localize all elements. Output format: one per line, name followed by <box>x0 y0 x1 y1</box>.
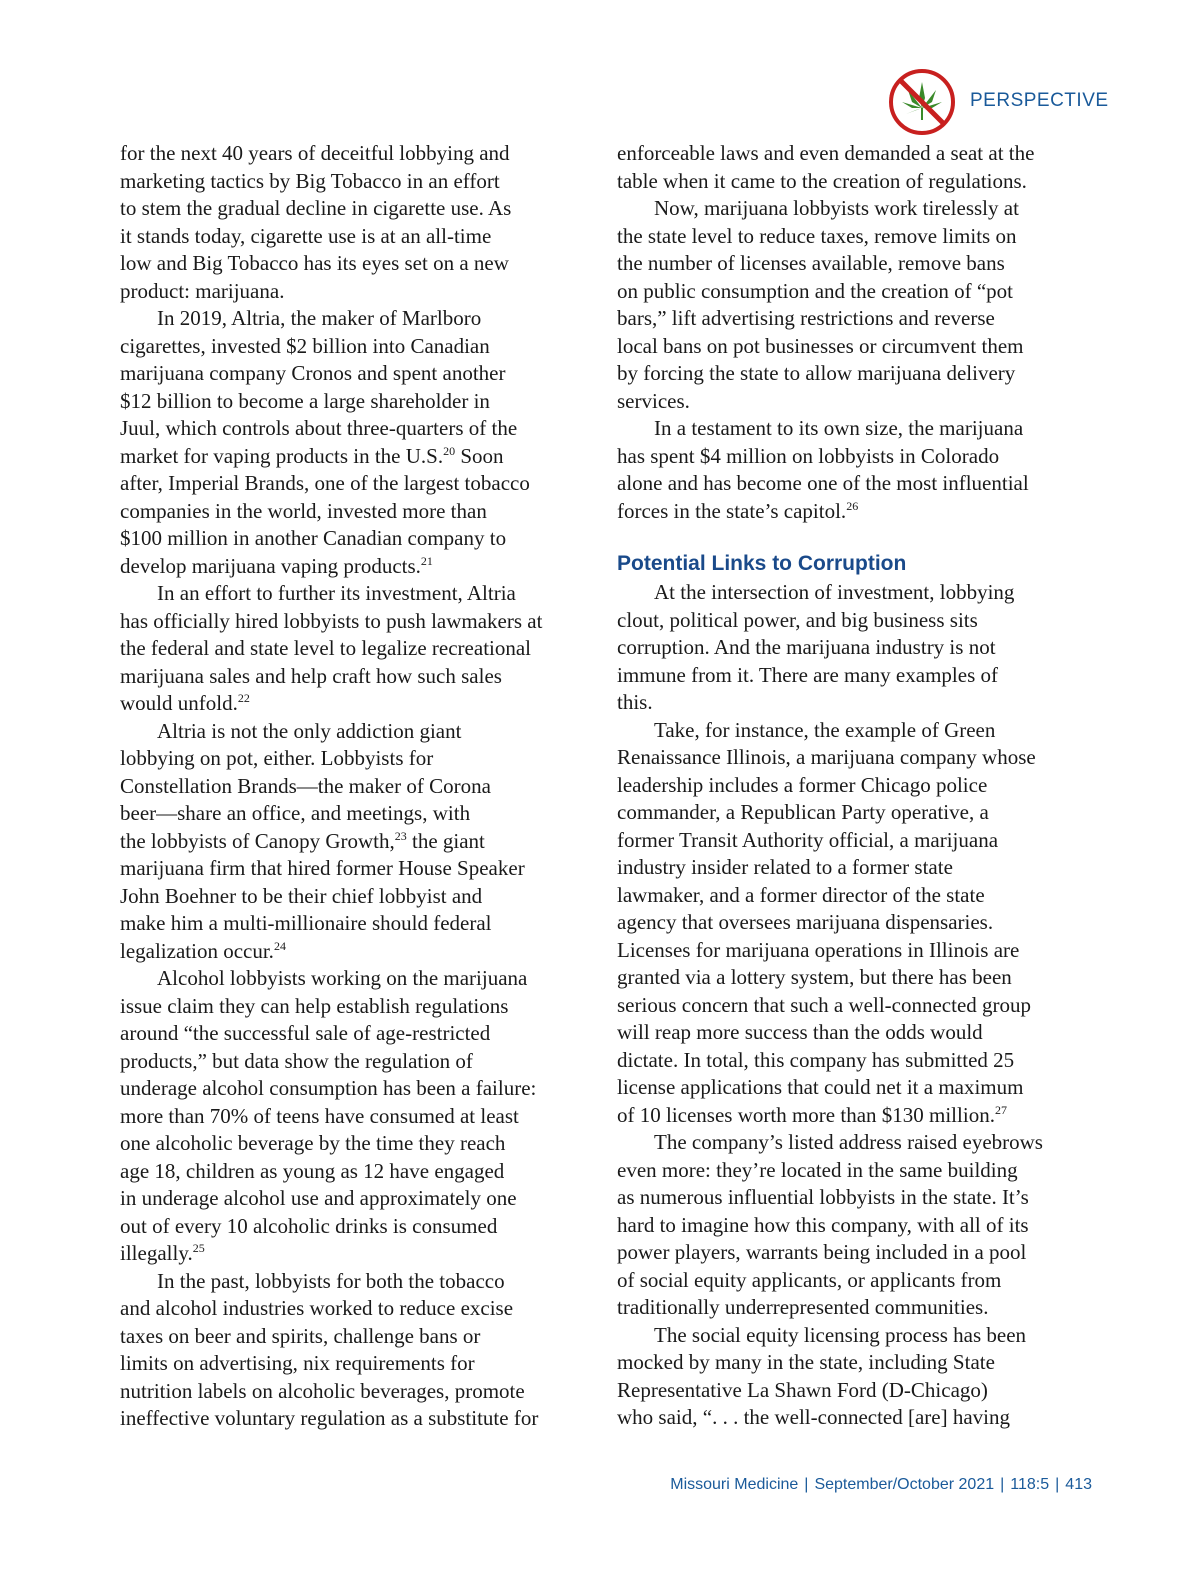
text-line: Constellation Brands—the maker of Corona <box>120 773 491 798</box>
text-line: marijuana company Cronos and spent another <box>120 361 506 385</box>
citation: 27 <box>994 1102 1007 1117</box>
text-line: $100 million in another Canadian company to <box>120 526 507 550</box>
text-line: $12 billion to become a large shareholder in <box>120 388 490 413</box>
text-span: market for vaping products in the U.S. <box>120 443 444 468</box>
citation: 24 <box>273 938 286 953</box>
footer-separator: | <box>1055 1476 1060 1493</box>
text-span: of 10 licenses worth more than $130 million. <box>617 1102 995 1127</box>
journal-name: Missouri Medicine <box>670 1476 799 1493</box>
text-span: Soon <box>455 443 504 468</box>
text-line: leadership includes a former Chicago police <box>617 772 988 797</box>
text-line <box>120 1240 570 1268</box>
text-line: serious concern that such a well-connected group <box>617 992 1032 1017</box>
text-line: who said, “. . . the well-connected [are] having <box>617 1405 1011 1429</box>
text-line: traditionally underrepresented communities. <box>617 1295 989 1319</box>
text-span: the lobbyists of Canopy Growth, <box>120 828 395 853</box>
text-line: nutrition labels on alcoholic beverages, promote <box>120 1378 525 1403</box>
citation: 25 <box>192 1241 205 1255</box>
text-line: mocked by many in the state, including State <box>617 1350 995 1374</box>
text-line: of social equity applicants, or applicants from <box>617 1267 1002 1292</box>
text-line: Take, for instance, the example of Green <box>654 717 996 742</box>
text-span: illegally. <box>120 1241 193 1265</box>
text-line: limits on advertising, nix requirements for <box>120 1351 475 1375</box>
text-line: commander, a Republican Party operative, a <box>617 800 989 824</box>
text-line: for the next 40 years of deceitful lobbying and <box>120 141 510 165</box>
text-line: corruption. And the marijuana industry is not <box>617 635 996 659</box>
text-line: hard to imagine how this company, with all of its <box>617 1212 1029 1237</box>
page-header <box>0 0 1200 140</box>
text-line: marijuana sales and help craft how such sales <box>120 663 502 688</box>
text-line: one alcoholic beverage by the time they reach <box>120 1131 506 1155</box>
citation: 22 <box>237 691 250 705</box>
issue-date: September/October 2021 <box>814 1476 995 1493</box>
text-line: it stands today, cigarette use is at an all-time <box>120 223 492 248</box>
right-column <box>617 140 1067 1432</box>
text-line: John Boehner to be their chief lobbyist and <box>120 883 483 908</box>
text-line <box>120 690 570 718</box>
text-line: around “the successful sale of age-restricted <box>120 1021 491 1045</box>
text-line: table when it came to the creation of regulations. <box>617 168 1027 193</box>
text-line: Representative La Shawn Ford (D-Chicago) <box>617 1377 988 1402</box>
text-line: In the past, lobbyists for both the tobacco <box>157 1268 505 1293</box>
page-number: 413 <box>1065 1476 1092 1493</box>
text-line: In an effort to further its investment, Altria <box>157 581 516 605</box>
text-line <box>617 1102 1067 1130</box>
text-line: In a testament to its own size, the marijuana <box>654 416 1024 440</box>
text-line: the state level to reduce taxes, remove limits on <box>617 223 1017 248</box>
text-line: low and Big Tobacco has its eyes set on a new <box>120 251 509 275</box>
text-span: forces in the state’s capitol. <box>617 498 847 523</box>
text-line: dictate. In total, this company has submitted 25 <box>617 1047 1015 1072</box>
text-line: make him a multi-millionaire should federal <box>120 911 492 935</box>
text-line <box>120 828 570 856</box>
text-line: industry insider related to a former state <box>617 855 953 879</box>
text-span: the giant <box>406 828 485 853</box>
text-line: In 2019, Altria, the maker of Marlboro <box>157 306 482 330</box>
text-line: power players, warrants being included in a pool <box>617 1240 1027 1264</box>
text-line: has officially hired lobbyists to push lawmakers at <box>120 608 543 633</box>
paragraph <box>617 717 1067 1130</box>
text-line: lobbying on pot, either. Lobbyists for <box>120 746 434 770</box>
citation: 23 <box>394 828 407 843</box>
text-line: license applications that could net it a maximum <box>617 1075 1024 1099</box>
paragraph <box>120 718 570 966</box>
text-line: even more: they’re located in the same building <box>617 1157 1018 1182</box>
page-footer <box>670 1476 1092 1494</box>
text-line: local bans on pot businesses or circumvent them <box>617 333 1024 358</box>
text-line: product: marijuana. <box>120 278 285 303</box>
text-line: out of every 10 alcoholic drinks is consumed <box>120 1213 498 1238</box>
left-column <box>120 140 570 1433</box>
volume-issue: 118:5 <box>1010 1476 1050 1493</box>
text-span: develop marijuana vaping products. <box>120 553 421 578</box>
paragraph <box>617 140 1067 195</box>
text-line: more than 70% of teens have consumed at least <box>120 1103 519 1128</box>
text-line: this. <box>617 690 653 714</box>
text-line: issue claim they can help establish regulations <box>120 993 509 1018</box>
text-line: taxes on beer and spirits, challenge bans or <box>120 1323 481 1348</box>
text-line: bars,” lift advertising restrictions and reverse <box>617 306 995 330</box>
text-line: marijuana firm that hired former House Speaker <box>120 856 525 880</box>
text-line: alone and has become one of the most influential <box>617 471 1029 495</box>
text-line: beer—share an office, and meetings, with <box>120 801 471 825</box>
text-line: Juul, which controls about three-quarters of the <box>120 416 518 440</box>
text-span: would unfold. <box>120 691 238 715</box>
footer-separator: | <box>1000 1476 1005 1493</box>
footer-separator: | <box>804 1476 809 1493</box>
text-line: cigarettes, invested $2 billion into Canadian <box>120 333 490 358</box>
citation: 26 <box>846 498 859 513</box>
text-line: lawmaker, and a former director of the state <box>617 882 985 907</box>
text-line: The company’s listed address raised eyebrows <box>654 1130 1043 1154</box>
text-line: has spent $4 million on lobbyists in Colorado <box>617 443 1000 468</box>
no-marijuana-icon <box>888 68 956 136</box>
text-line: after, Imperial Brands, one of the largest tobacco <box>120 471 530 495</box>
text-line: At the intersection of investment, lobbying <box>654 580 1015 604</box>
text-line: will reap more success than the odds would <box>617 1020 983 1044</box>
paragraph <box>120 965 570 1268</box>
text-line: marketing tactics by Big Tobacco in an effort <box>120 168 500 193</box>
text-line <box>617 498 1067 526</box>
text-line: and alcohol industries worked to reduce excise <box>120 1296 514 1320</box>
text-line: services. <box>617 388 690 413</box>
text-line: Alcohol lobbyists working on the marijuana <box>157 966 528 990</box>
text-line: Renaissance Illinois, a marijuana company whose <box>617 745 1036 769</box>
section-label: PERSPECTIVE <box>970 90 1109 111</box>
text-line <box>120 443 570 471</box>
paragraph <box>617 415 1067 525</box>
text-line: age 18, children as young as 12 have engaged <box>120 1158 505 1183</box>
text-line: the number of licenses available, remove bans <box>617 251 1005 275</box>
text-line: companies in the world, invested more than <box>120 498 487 523</box>
text-line: products,” but data show the regulation of <box>120 1048 473 1073</box>
text-span: legalization occur. <box>120 938 274 963</box>
paragraph <box>617 195 1067 415</box>
citation: 21 <box>420 553 433 568</box>
text-line: granted via a lottery system, but there has been <box>617 965 1012 989</box>
text-line: Now, marijuana lobbyists work tirelessly at <box>654 196 1019 220</box>
paragraph <box>120 1268 570 1433</box>
paragraph <box>120 140 570 305</box>
text-line <box>120 553 570 581</box>
text-line: as numerous influential lobbyists in the state. It’s <box>617 1185 1029 1209</box>
text-line: Licenses for marijuana operations in Illinois are <box>617 937 1020 962</box>
paragraph <box>617 1129 1067 1322</box>
citation: 20 <box>443 443 456 458</box>
text-line: clout, political power, and big business sits <box>617 607 978 632</box>
text-line: Altria is not the only addiction giant <box>157 718 462 743</box>
text-line: former Transit Authority official, a marijuana <box>617 827 999 852</box>
text-line: in underage alcohol use and approximately one <box>120 1186 517 1210</box>
paragraph <box>617 579 1067 717</box>
text-line: on public consumption and the creation of “pot <box>617 278 1013 303</box>
text-line: to stem the gradual decline in cigarette use. As <box>120 196 512 220</box>
section-heading: Potential Links to Corruption <box>617 552 907 575</box>
text-line: The social equity licensing process has been <box>654 1322 1027 1347</box>
text-line <box>120 938 570 966</box>
text-line: underage alcohol consumption has been a failure: <box>120 1076 537 1100</box>
paragraph <box>120 580 570 718</box>
text-line: the federal and state level to legalize recreational <box>120 636 532 660</box>
text-line: agency that oversees marijuana dispensaries. <box>617 910 994 934</box>
text-line: by forcing the state to allow marijuana delivery <box>617 361 1016 385</box>
text-line: immune from it. There are many examples of <box>617 662 998 687</box>
paragraph <box>617 1322 1067 1432</box>
text-line: enforceable laws and even demanded a seat at the <box>617 141 1035 165</box>
paragraph <box>120 305 570 580</box>
text-line: ineffective voluntary regulation as a substitute for <box>120 1406 539 1430</box>
